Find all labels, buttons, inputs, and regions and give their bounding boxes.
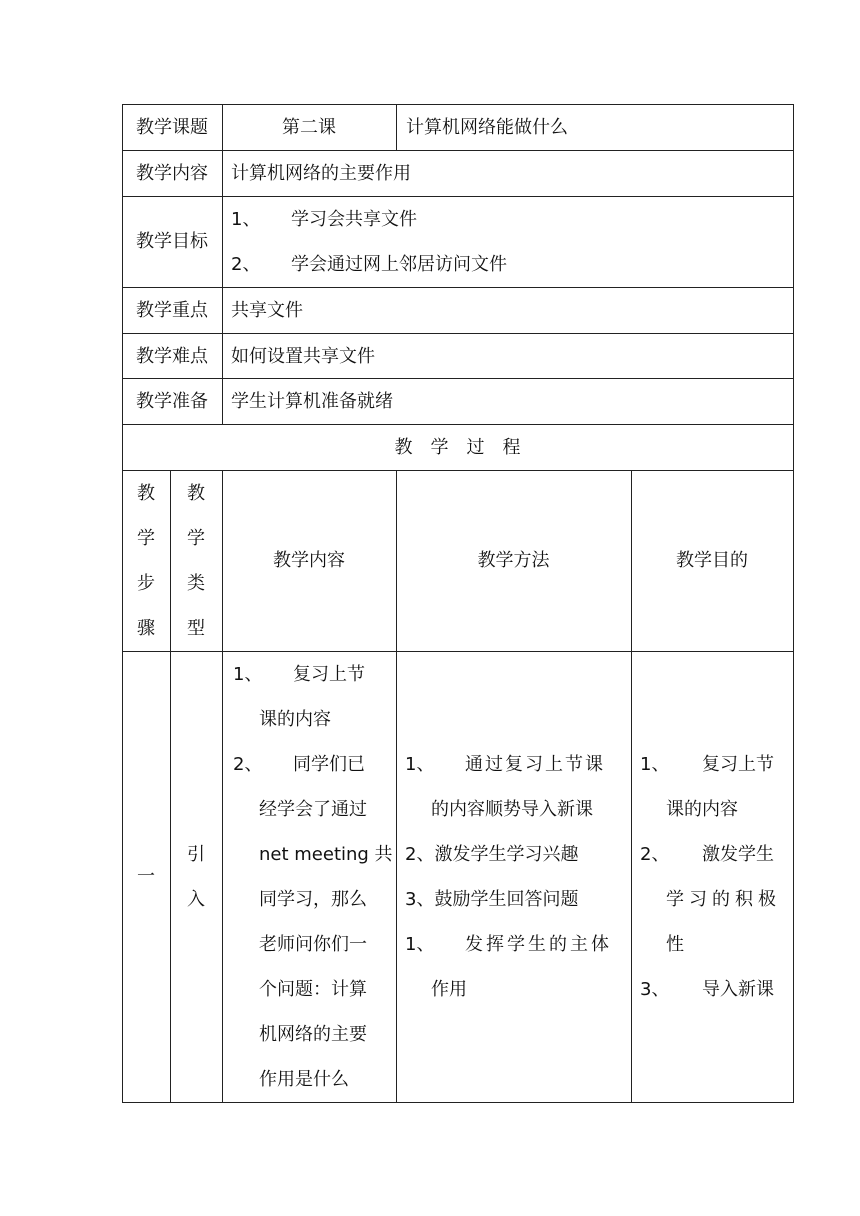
purpose-item-text: 性: [666, 934, 684, 955]
content-label: 教学内容: [136, 163, 208, 184]
step-header-char: 骤: [137, 618, 155, 639]
type-header-char: 学: [187, 528, 205, 549]
purpose-item-text: 激发学生: [702, 844, 774, 865]
type-header: [170, 471, 222, 651]
difficulty-value: 如何设置共享文件: [231, 346, 375, 367]
goal-number: 2、: [231, 254, 261, 275]
content-item-text: net meeting 共: [259, 844, 393, 865]
content-item: [233, 652, 393, 742]
goal-item: [231, 197, 786, 242]
method-item-number: 1、: [405, 754, 435, 775]
lesson-number: 第二课: [282, 117, 336, 138]
step-header-char: 学: [137, 528, 155, 549]
purpose-item-text: 学习的积极: [666, 889, 781, 910]
goal-number: 1、: [231, 209, 261, 230]
step-type-char: 引: [187, 844, 205, 865]
content-list: [233, 652, 393, 1102]
purpose-item-text: 复习上节: [702, 754, 774, 775]
method-item: 3、鼓励学生回答问题: [405, 889, 579, 910]
purpose-item-number: 2、: [640, 844, 670, 865]
method-item-text: 的内容顺势导入新课: [431, 799, 593, 820]
method-list: [405, 742, 627, 1012]
type-header-char: 类: [187, 573, 205, 594]
key-point-label: 教学重点: [136, 300, 208, 321]
topic-label: 教学课题: [136, 117, 208, 138]
goals-label: 教学目标: [136, 231, 208, 252]
method-header: 教学方法: [477, 550, 550, 571]
purpose-item: [640, 967, 790, 1012]
purpose-item-number: 3、: [640, 979, 670, 1000]
step-type-char: 入: [187, 889, 205, 910]
purpose-item-number: 1、: [640, 754, 670, 775]
purpose-item-text: 课的内容: [666, 799, 738, 820]
step-header-char: 教: [137, 483, 155, 504]
step-number: 一: [137, 866, 155, 887]
preparation-value: 学生计算机准备就绪: [231, 391, 393, 412]
purpose-item-text: 导入新课: [702, 979, 774, 1000]
method-item: [405, 922, 627, 1012]
goal-text: 学会通过网上邻居访问文件: [291, 254, 507, 275]
content-item-text: 机网络的主要: [259, 1024, 367, 1045]
method-item: [405, 742, 627, 832]
preparation-label: 教学准备: [136, 391, 208, 412]
process-title: 教 学 过 程: [394, 437, 521, 458]
goal-item: [231, 242, 786, 287]
method-item-number: 1、: [405, 934, 435, 955]
method-item-text: 通过复习上节课: [465, 754, 605, 775]
content-item-text: 老师问你们一: [259, 934, 367, 955]
content-item-text: 经学会了通过: [259, 799, 367, 820]
goal-text: 学习会共享文件: [291, 209, 417, 230]
purpose-list: [640, 742, 790, 1012]
content-item-number: 2、: [233, 754, 263, 775]
step-header: [122, 471, 170, 651]
type-header-char: 型: [187, 618, 205, 639]
content-value: 计算机网络的主要作用: [231, 163, 411, 184]
method-item-text: 发挥学生的主体: [465, 934, 612, 955]
purpose-header: 教学目的: [676, 550, 748, 571]
lesson-title: 计算机网络能做什么: [406, 117, 568, 138]
key-point-value: 共享文件: [231, 300, 303, 321]
content-item-number: 1、: [233, 664, 263, 685]
content-item-text: 课的内容: [259, 709, 331, 730]
method-item: 2、激发学生学习兴趣: [405, 844, 579, 865]
purpose-item: [640, 742, 790, 832]
step-header-char: 步: [137, 573, 155, 594]
content-item-text: 作用是什么: [259, 1069, 349, 1090]
method-item-text: 作用: [431, 979, 467, 1000]
content-header: 教学内容: [273, 550, 345, 571]
difficulty-label: 教学难点: [136, 346, 208, 367]
purpose-item: [640, 832, 790, 967]
content-item-text: 复习上节: [293, 664, 365, 685]
content-item-text: 同学们已: [293, 754, 365, 775]
type-header-char: 教: [187, 483, 205, 504]
content-item-text: 个问题：计算: [259, 979, 367, 1000]
content-item-text: 同学习，那么: [259, 889, 367, 910]
step-type: [170, 832, 222, 922]
content-item: [233, 742, 393, 1102]
